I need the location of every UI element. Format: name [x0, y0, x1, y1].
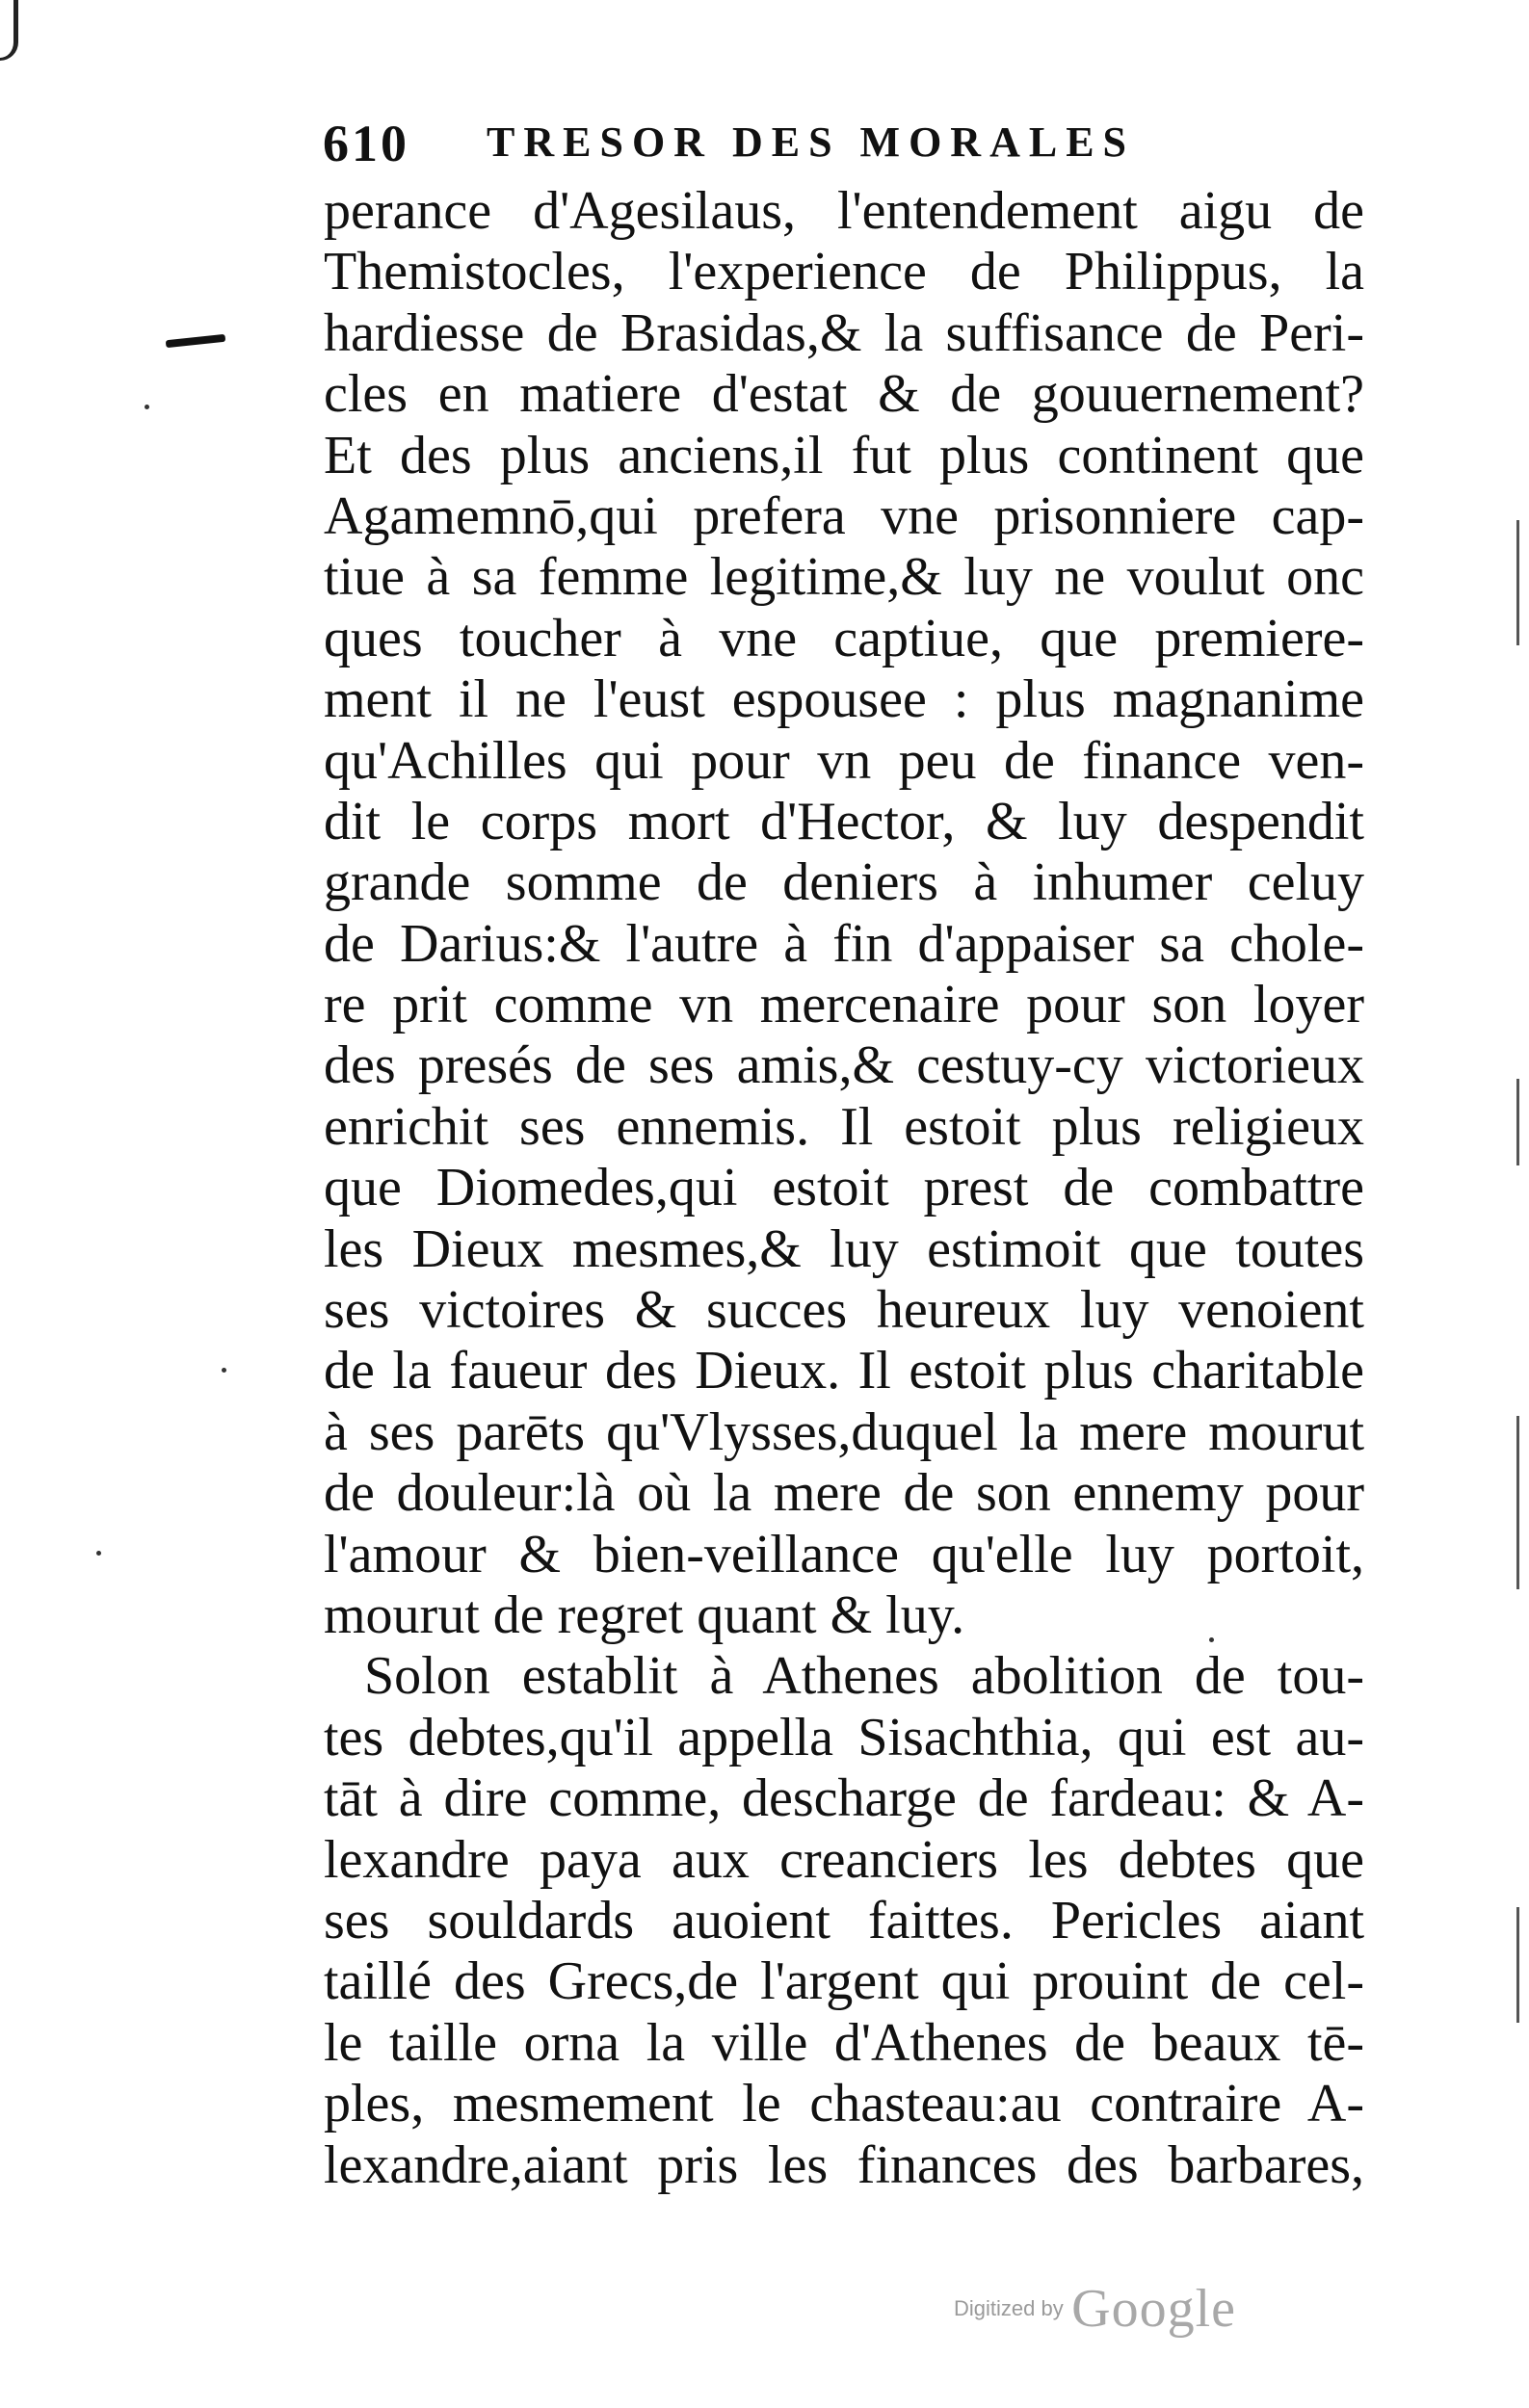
text-line: grande somme de deniers à inhumer celuy — [324, 852, 1364, 913]
text-line: Et des plus anciens,il fut plus continent que — [324, 425, 1364, 485]
text-line: l'amour & bien-veillance qu'elle luy portoit, — [324, 1524, 1364, 1584]
text-line: ples, mesmement le chasteau:au contraire A- — [324, 2074, 1364, 2134]
text-line: lexandre paya aux creanciers les debtes que — [324, 1829, 1364, 1890]
paper-speck — [145, 405, 149, 409]
text-line: de douleur:là où la mere de son ennemy pour — [324, 1463, 1364, 1524]
text-line: tiue à sa femme legitime,& luy ne voulut onc — [324, 547, 1364, 608]
text-line: lexandre,aiant pris les finances des barbares, — [324, 2134, 1364, 2195]
text-line: hardiesse de Brasidas,& la suffisance de Peri- — [324, 302, 1364, 363]
running-title: TRESOR DES MORALES — [487, 118, 1136, 166]
google-logo: Google — [1071, 2279, 1237, 2339]
text-line: mourut de regret quant & luy. — [324, 1584, 965, 1645]
text-line: cles en matiere d'estat & de gouuernement? — [324, 364, 1364, 425]
text-line: perance d'Agesilaus, l'entendement aigu de — [324, 181, 1364, 241]
text-line: de la faueur des Dieux. Il estoit plus charitable — [324, 1341, 1364, 1401]
text-line: à ses parēts qu'Vlysses,duquel la mere mourut — [324, 1401, 1364, 1462]
text-line: tes debtes,qu'il appella Sisachthia, qui est au- — [324, 1707, 1364, 1767]
page-edge-line — [1516, 1416, 1519, 1589]
text-line: ment il ne l'eust espousee : plus magnanime — [324, 669, 1364, 730]
text-line: ses souldards auoient faittes. Pericles aiant — [324, 1890, 1364, 1950]
paper-speck — [96, 1551, 101, 1556]
text-line: Themistocles, l'experience de Philippus, la — [324, 242, 1364, 302]
text-line: le taille orna la ville d'Athenes de beaux tē- — [324, 2012, 1364, 2073]
page-edge-line — [1516, 520, 1519, 645]
text-line: les Dieux mesmes,& luy estimoit que toutes — [324, 1218, 1364, 1279]
text-line: enrichit ses ennemis. Il estoit plus religieux — [324, 1096, 1364, 1157]
text-line: tāt à dire comme, descharge de fardeau: & A- — [324, 1768, 1364, 1829]
running-header — [323, 114, 1325, 181]
page-edge-mark — [0, 0, 18, 61]
paragraph-start-line: Solon establit à Athenes abolition de tou- — [364, 1646, 1364, 1707]
digitized-watermark — [954, 2278, 1236, 2340]
text-line: que Diomedes,qui estoit prest de combattre — [324, 1158, 1364, 1218]
page-edge-line — [1516, 1079, 1519, 1165]
text-line: ques toucher à vne captiue, que premiere- — [324, 608, 1364, 668]
text-line: des presés de ses amis,& cestuy-cy victorieux — [324, 1035, 1364, 1096]
watermark-prefix: Digitized by — [954, 2296, 1064, 2320]
text-line: re prit comme vn mercenaire pour son loyer — [324, 975, 1364, 1035]
text-line: dit le corps mort d'Hector, & luy despendit — [324, 791, 1364, 851]
text-line: de Darius:& l'autre à fin d'appaiser sa chole- — [324, 913, 1364, 974]
paper-speck — [1209, 1637, 1214, 1642]
page-number: 610 — [323, 115, 409, 172]
text-line: ses victoires & succes heureux luy venoient — [324, 1280, 1364, 1341]
text-line: Agamemnō,qui prefera vne prisonniere cap- — [324, 485, 1364, 546]
text-line: qu'Achilles qui pour vn peu de finance ven- — [324, 730, 1364, 791]
margin-mark — [166, 334, 225, 348]
paper-speck — [222, 1368, 226, 1373]
body-text — [324, 181, 1364, 2196]
page-edge-line — [1516, 1907, 1519, 2023]
text-line: taillé des Grecs,de l'argent qui prouint de cel- — [324, 1951, 1364, 2012]
